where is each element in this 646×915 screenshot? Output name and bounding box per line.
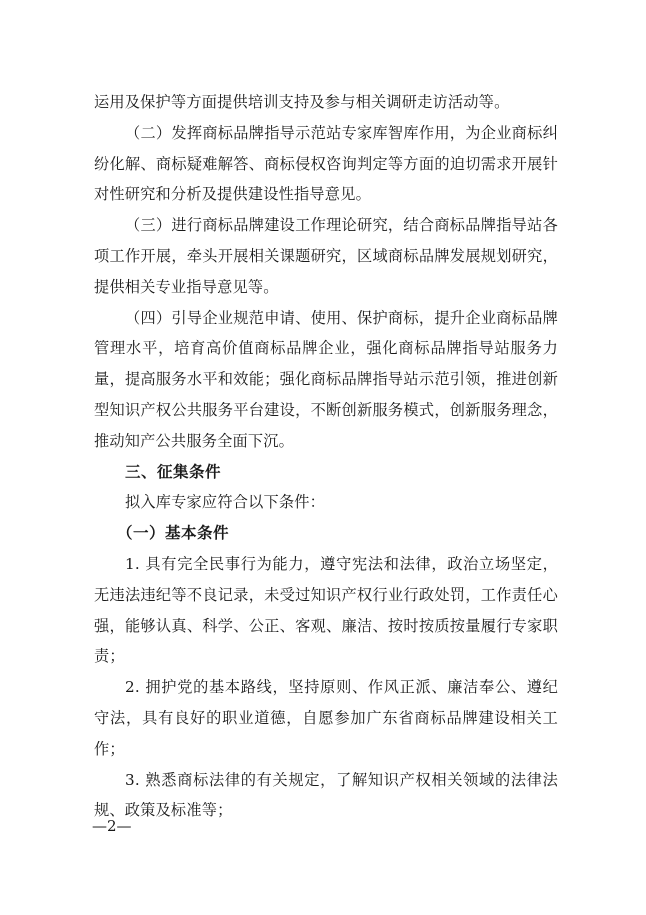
paragraph-intro: 拟入库专家应符合以下条件： [125,493,326,512]
document-body [94,87,558,826]
condition-item-2: 2. 拥护党的基本路线，坚持原则、作风正派、廉洁奉公、遵纪守法，具有良好的职业道德，自愿参加广东省商标品牌建设相关工作； [94,678,558,758]
page-number: —2— [92,817,132,835]
section-heading: 三、征集条件 [125,462,222,481]
subsection-heading: （一）基本条件 [117,524,230,543]
paragraph-2: （二）发挥商标品牌指导示范站专家库智库作用，为企业商标纠纷化解、商标疑难解答、商标侵权咨询判定等方面的迫切需求开展针对性研究和分析及提供建设性指导意见。 [94,123,558,204]
paragraph-3: （三）进行商标品牌建设工作理论研究，结合商标品牌指导站各项工作开展，牵头开展相关课题研究，区域商标品牌发展规划研究，提供相关专业指导意见等。 [94,216,558,296]
paragraph-1: 运用及保护等方面提供培训支持及参与相关调研走访活动等。 [94,93,510,111]
condition-item-1: 1. 具有完全民事行为能力，遵守宪法和法律，政治立场坚定，无违法违纪等不良记录，未受过知识产权行业行政处罚，工作责任心强，能够认真、科学、公正、客观、廉洁、按时按质按量履行专家职责； [94,554,558,666]
condition-item-3: 3. 熟悉商标法律的有关规定，了解知识产权相关领域的法律法规、政策及标准等； [94,770,558,820]
paragraph-4: （四）引导企业规范申请、使用、保护商标，提升企业商标品牌管理水平，培育高价值商标品牌企业，强化商标品牌指导站服务力量，提高服务水平和效能；强化商标品牌指导站示范引领，推进创新型知识产权公共服务平台建设，不断创新服务模式，创新服务理念，推动知产公共服务全面下沉。 [94,308,558,450]
